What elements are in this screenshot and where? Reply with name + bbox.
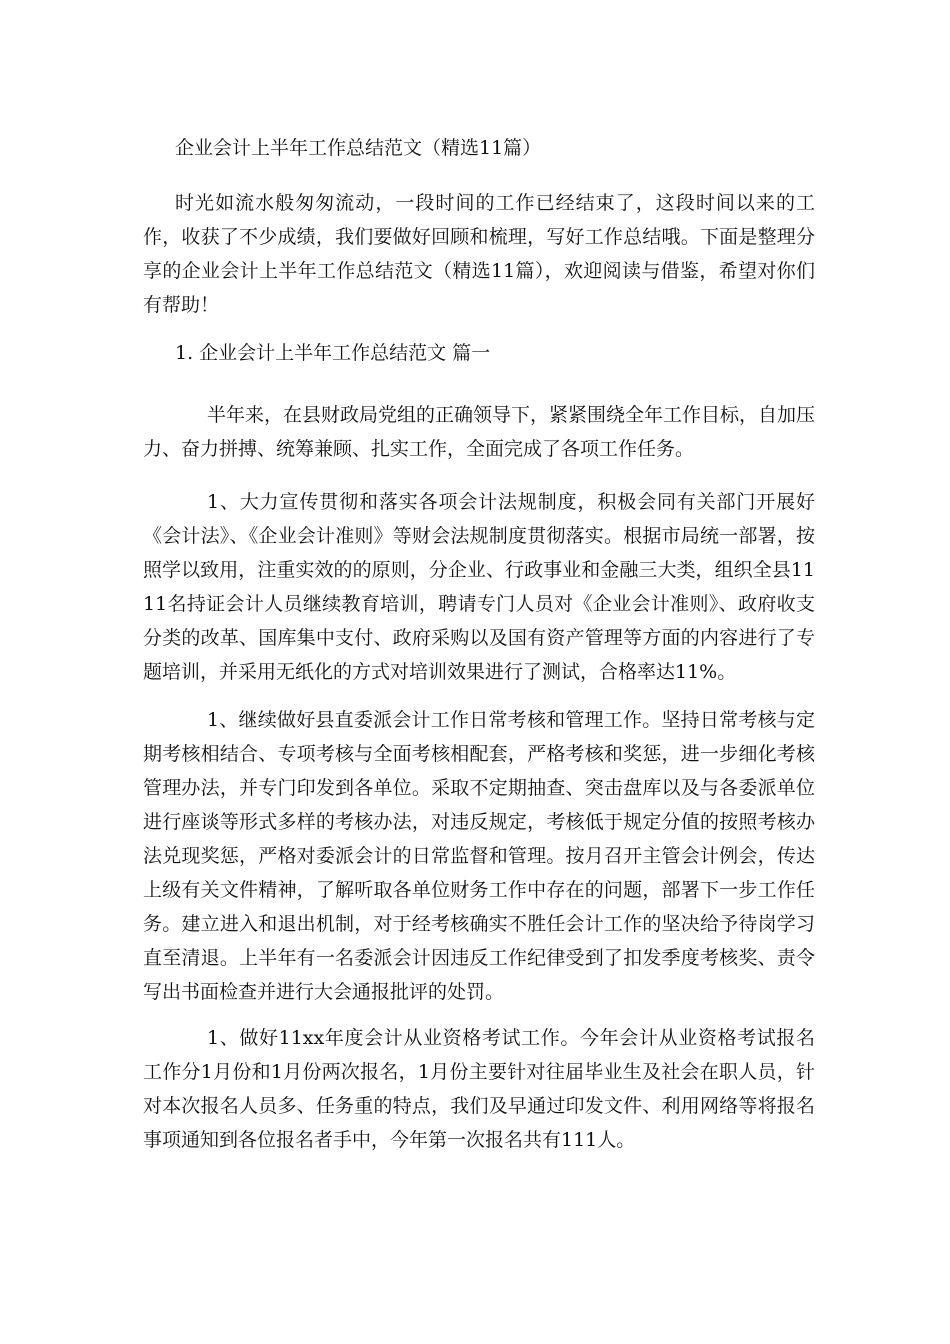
- body-paragraph: 1、继续做好县直委派会计工作日常考核和管理工作。坚持日常考核与定期考核相结合、专项考核与全面考核相配套，严格考核和奖惩，进一步细化考核管理办法，并专门印发到各单位。采取不定期抽查、突击盘库以及与各委派单位进行座谈等形式多样的考核办法，对违反规定，考核低于规定分值的按照考核办法兑现奖惩，严格对委派会计的日常监督和管理。按月召开主管会计例会，传达上级有关文件精神，了解听取各单位财务工作中存在的问题，部署下一步工作任务。建立进入和退出机制，对于经考核确实不胜任会计工作的坚决给予待岗学习直至清退。上半年有一名委派会计因违反工作纪律受到了扣发季度考核奖、责令写出书面检查并进行大会通报批评的处罚。: [143, 709, 815, 1003]
- document-title: 企业会计上半年工作总结范文（精选11篇）: [175, 137, 542, 159]
- intro-paragraph: 时光如流水般匆匆流动，一段时间的工作已经结束了，这段时间以来的工作，收获了不少成绩，我们要做好回顾和梳理，写好工作总结哦。下面是整理分享的企业会计上半年工作总结范文（精选11篇），欢迎阅读与借鉴，希望对你们有帮助！: [143, 192, 815, 316]
- body-paragraph: 1、大力宣传贯彻和落实各项会计法规制度，积极会同有关部门开展好《会计法》、《企业会计准则》等财会法规制度贯彻落实。根据市局统一部署，按照学以致用，注重实效的的原则，分企业、行政事业和金融三大类，组织全县1111名持证会计人员继续教育培训，聘请专门人员对《企业会计准则》、政府收支分类的改革、国库集中支付、政府采购以及国有资产管理等方面的内容进行了专题培训，并采用无纸化的方式对培训效果进行了测试，合格率达11%。: [143, 491, 815, 683]
- section-heading: 1. 企业会计上半年工作总结范文 篇一: [175, 342, 491, 364]
- body-paragraph: 半年来，在县财政局党组的正确领导下，紧紧围绕全年工作目标，自加压力、奋力拼搏、统筹兼顾、扎实工作，全面完成了各项工作任务。: [143, 404, 816, 460]
- body-paragraph: 1、做好11xx年度会计从业资格考试工作。今年会计从业资格考试报名工作分1月份和1月份两次报名，1月份主要针对往届毕业生及社会在职人员，针对本次报名人员多、任务重的特点，我们及早通过印发文件、利用网络等将报名事项通知到各位报名者手中，今年第一次报名共有111人。: [143, 1027, 815, 1151]
